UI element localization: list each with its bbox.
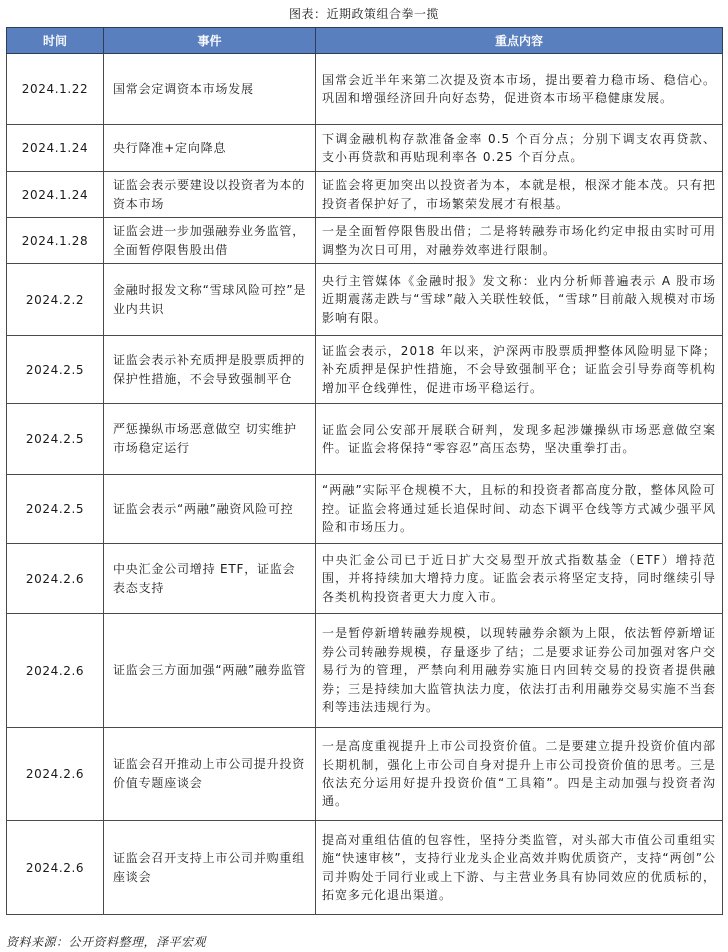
row-content: 证监会将更加突出以投资者为本，本就是根，根深才能本茂。只有把投资者保护好了，市场繁荣发展才有根基。 xyxy=(316,172,723,218)
table-row xyxy=(7,728,723,821)
row-content: “两融”实际平仓规模不大，且标的和投资者都高度分散，整体风险可控。证监会将通过延长追保时间、动态下调平仓线等方式减少强平风险和市场压力。 xyxy=(316,475,723,544)
row-event: 金融时报发文称“雪球风险可控”是业内共识 xyxy=(104,264,316,336)
row-content: 一是高度重视提升上市公司投资价值。二是要建立提升投资价值内部长期机制，强化上市公司自身对提升上市公司投资价值的思考。三是依法充分运用好提升投资价值“工具箱”。四是主动加强与投资者沟通。 xyxy=(316,728,723,821)
header-time: 时间 xyxy=(7,28,104,54)
row-event: 证监会进一步加强融券业务监管，全面暂停限售股出借 xyxy=(104,218,316,264)
table-row xyxy=(7,336,723,404)
row-content: 证监会表示，2018 年以来，沪深两市股票质押整体风险明显下降；补充质押是保护性措施，不会导致强制平仓；证监会引导券商等机构增加平仓线弹性，促进市场平稳运行。 xyxy=(316,336,723,404)
row-content: 中央汇金公司已于近日扩大交易型开放式指数基金（ETF）增持范围，并将持续加大增持力度。证监会表示将坚定支持，同时继续引导各类机构投资者更大力度入市。 xyxy=(316,544,723,614)
table-row xyxy=(7,821,723,915)
table-row xyxy=(7,544,723,614)
row-event: 证监会召开支持上市公司并购重组座谈会 xyxy=(104,821,316,915)
row-event: 证监会表示“两融”融资风险可控 xyxy=(104,475,316,544)
row-date: 2024.1.28 xyxy=(7,218,104,264)
row-date: 2024.2.5 xyxy=(7,404,104,475)
policy-table xyxy=(6,27,723,915)
row-content: 证监会同公安部开展联合研判，发现多起涉嫌操纵市场恶意做空案件。证监会将保持“零容忍”高压态势，坚决重拳打击。 xyxy=(316,404,723,475)
row-date: 2024.2.5 xyxy=(7,475,104,544)
table-row xyxy=(7,218,723,264)
row-event: 严惩操纵市场恶意做空 切实维护市场稳定运行 xyxy=(104,404,316,475)
row-event: 证监会表示补充质押是股票质押的保护性措施，不会导致强制平仓 xyxy=(104,336,316,404)
table-row xyxy=(7,264,723,336)
row-content: 下调金融机构存款准备金率 0.5 个百分点；分别下调支农再贷款、支小再贷款和再贴现利率各 0.25 个百分点。 xyxy=(316,125,723,172)
row-content: 一是全面暂停限售股出借；二是将转融券市场化约定申报由实时可用调整为次日可用，对融券效率进行限制。 xyxy=(316,218,723,264)
table-row xyxy=(7,125,723,172)
row-date: 2024.2.6 xyxy=(7,728,104,821)
row-content: 国常会近半年来第二次提及资本市场，提出要着力稳市场、稳信心。巩固和增强经济回升向好态势，促进资本市场平稳健康发展。 xyxy=(316,54,723,125)
row-event: 央行降准+定向降息 xyxy=(104,125,316,172)
source-note: 资料来源：公开资料整理，泽平宏观 xyxy=(6,935,207,949)
header-content: 重点内容 xyxy=(316,28,723,54)
table-row xyxy=(7,475,723,544)
row-event: 证监会召开推动上市公司提升投资价值专题座谈会 xyxy=(104,728,316,821)
row-date: 2024.2.6 xyxy=(7,821,104,915)
table-row xyxy=(7,172,723,218)
row-date: 2024.2.6 xyxy=(7,614,104,728)
row-date: 2024.2.6 xyxy=(7,544,104,614)
table-header-row xyxy=(7,28,723,54)
table-row xyxy=(7,54,723,125)
figure-title: 图表：近期政策组合拳一揽 xyxy=(288,7,439,21)
row-content: 一是暂停新增转融券规模，以现转融券余额为上限，依法暂停新增证券公司转融券规模，存量逐步了结；二是要求证券公司加强对客户交易行为的管理，严禁向利用融券实施日内回转交易的投资者提供融券；三是持续加大监管执法力度，依法打击利用融券交易实施不当套利等违法违规行为。 xyxy=(316,614,723,728)
table-row xyxy=(7,404,723,475)
row-event: 证监会三方面加强“两融”融券监管 xyxy=(104,614,316,728)
row-event: 证监会表示要建设以投资者为本的资本市场 xyxy=(104,172,316,218)
row-date: 2024.1.22 xyxy=(7,54,104,125)
row-date: 2024.1.24 xyxy=(7,125,104,172)
row-content: 央行主管媒体《金融时报》发文称：业内分析师普遍表示 A 股市场近期震荡走跌与“雪球”敲入关联性较低，“雪球”目前敲入规模对市场影响有限。 xyxy=(316,264,723,336)
row-content: 提高对重组估值的包容性，坚持分类监管，对头部大市值公司重组实施“快速审核”，支持行业龙头企业高效并购优质资产，支持“两创”公司并购处于同行业或上下游、与主营业务具有协同效应的优质标的，拓宽多元化退出渠道。 xyxy=(316,821,723,915)
row-date: 2024.1.24 xyxy=(7,172,104,218)
row-event: 中央汇金公司增持 ETF，证监会表态支持 xyxy=(104,544,316,614)
row-date: 2024.2.2 xyxy=(7,264,104,336)
row-date: 2024.2.5 xyxy=(7,336,104,404)
header-event: 事件 xyxy=(104,28,316,54)
row-event: 国常会定调资本市场发展 xyxy=(104,54,316,125)
table-row xyxy=(7,614,723,728)
